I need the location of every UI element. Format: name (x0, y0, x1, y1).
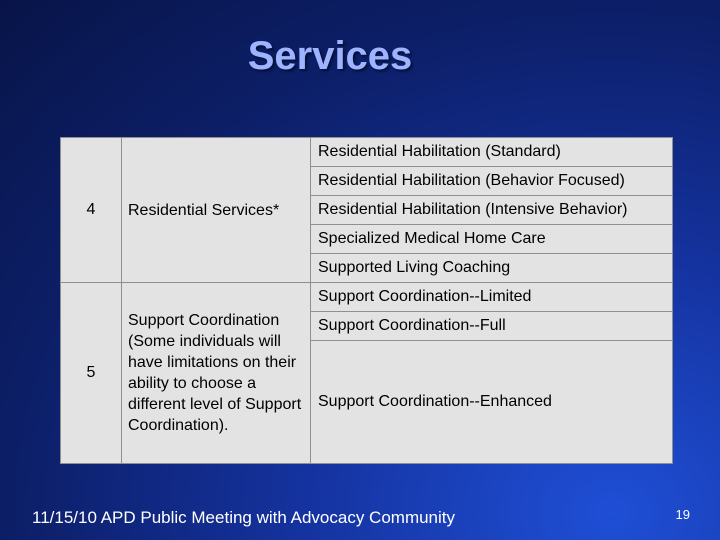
group-number: 5 (61, 283, 122, 464)
service-cell: Supported Living Coaching (311, 254, 673, 283)
service-cell: Specialized Medical Home Care (311, 225, 673, 254)
service-cell: Support Coordination--Limited (311, 283, 673, 312)
table-row (61, 138, 673, 167)
slide-footer: 11/15/10 APD Public Meeting with Advocacy Community (32, 508, 456, 527)
service-cell: Residential Habilitation (Intensive Behavior) (311, 196, 673, 225)
service-cell: Support Coordination--Full (311, 312, 673, 341)
group-category: Support Coordination (Some individuals will have limitations on their ability to choose a different level of Support Coordination). (122, 283, 311, 464)
services-table (60, 137, 673, 464)
group-number: 4 (61, 138, 122, 283)
service-cell: Residential Habilitation (Behavior Focused) (311, 167, 673, 196)
group-category: Residential Services* (122, 138, 311, 283)
page-number: 19 (675, 507, 690, 522)
service-cell: Support Coordination--Enhanced (311, 341, 673, 464)
service-cell: Residential Habilitation (Standard) (311, 138, 673, 167)
slide-title: Services (247, 34, 413, 78)
table-row (61, 283, 673, 312)
